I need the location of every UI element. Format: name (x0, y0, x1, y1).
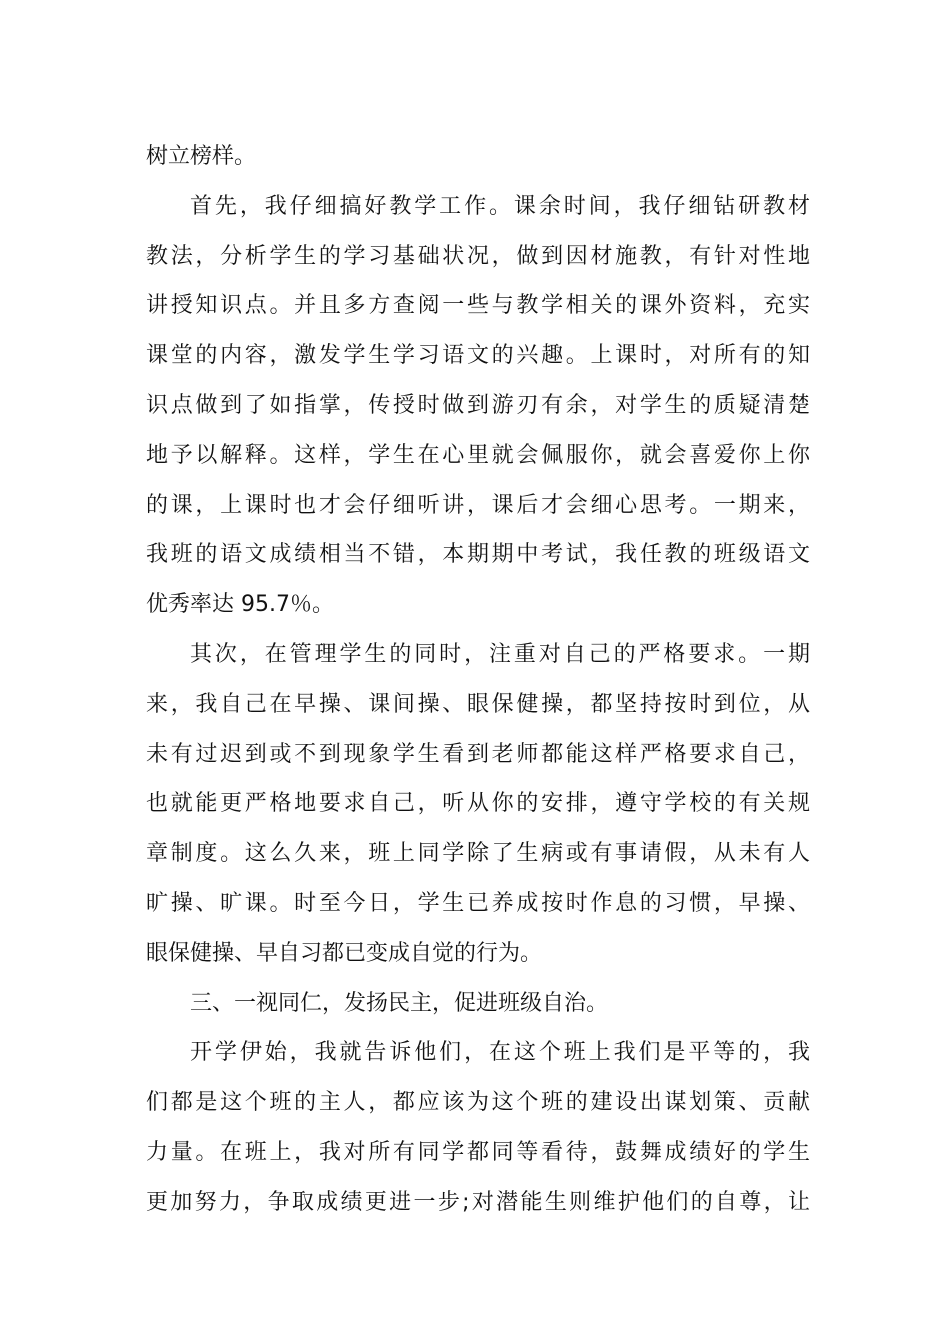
text-line: 旷操、旷课。时至今日，学生已养成按时作息的习惯，早操、 (146, 890, 810, 916)
text-line: 讲授知识点。并且多方查阅一些与教学相关的课外资料，充实 (146, 293, 810, 319)
text-line: 来，我自己在早操、课间操、眼保健操，都坚持按时到位，从 (146, 691, 810, 717)
text-line: 教法，分析学生的学习基础状况，做到因材施教，有针对性地 (146, 243, 810, 269)
text-line: 们都是这个班的主人，都应该为这个班的建设出谋划策、贡献 (146, 1090, 810, 1116)
text-line: 也就能更严格地要求自己，听从你的安排，遵守学校的有关规 (146, 791, 810, 817)
text-line: 首先，我仔细搞好教学工作。课余时间，我仔细钻研教材 (190, 193, 810, 219)
text-line: 树立榜样。 (146, 144, 257, 169)
body-text (146, 132, 810, 1228)
text-line: 地予以解释。这样，学生在心里就会佩服你，就会喜爱你上你 (146, 442, 810, 468)
text-line: 的课，上课时也才会仔细听讲，课后才会细心思考。一期来， (146, 492, 810, 518)
section-heading: 三、一视同仁，发扬民主，促进班级自治。 (190, 990, 609, 1016)
text-line: 课堂的内容，激发学生学习语文的兴趣。上课时，对所有的知 (146, 343, 810, 369)
text-line: 开学伊始，我就告诉他们，在这个班上我们是平等的，我 (190, 1040, 810, 1066)
text-line: 我班的语文成绩相当不错，本期期中考试，我任教的班级语文 (146, 542, 810, 568)
text-line: 未有过迟到或不到现象学生看到老师都能这样严格要求自己， (146, 741, 810, 767)
text-line: 眼保健操、早自习都已变成自觉的行为。 (146, 940, 543, 966)
text-line: 优秀率达 95.7％。 (146, 592, 334, 618)
text-line: 识点做到了如指掌，传授时做到游刃有余，对学生的质疑清楚 (146, 392, 810, 418)
text-line: 力量。在班上，我对所有同学都同等看待，鼓舞成绩好的学生 (146, 1139, 810, 1165)
text-line: 更加努力，争取成绩更进一步;对潜能生则维护他们的自尊，让 (146, 1189, 810, 1215)
text-line: 其次，在管理学生的同时，注重对自己的严格要求。一期 (190, 641, 810, 667)
text-line: 章制度。这么久来，班上同学除了生病或有事请假，从未有人 (146, 841, 810, 867)
